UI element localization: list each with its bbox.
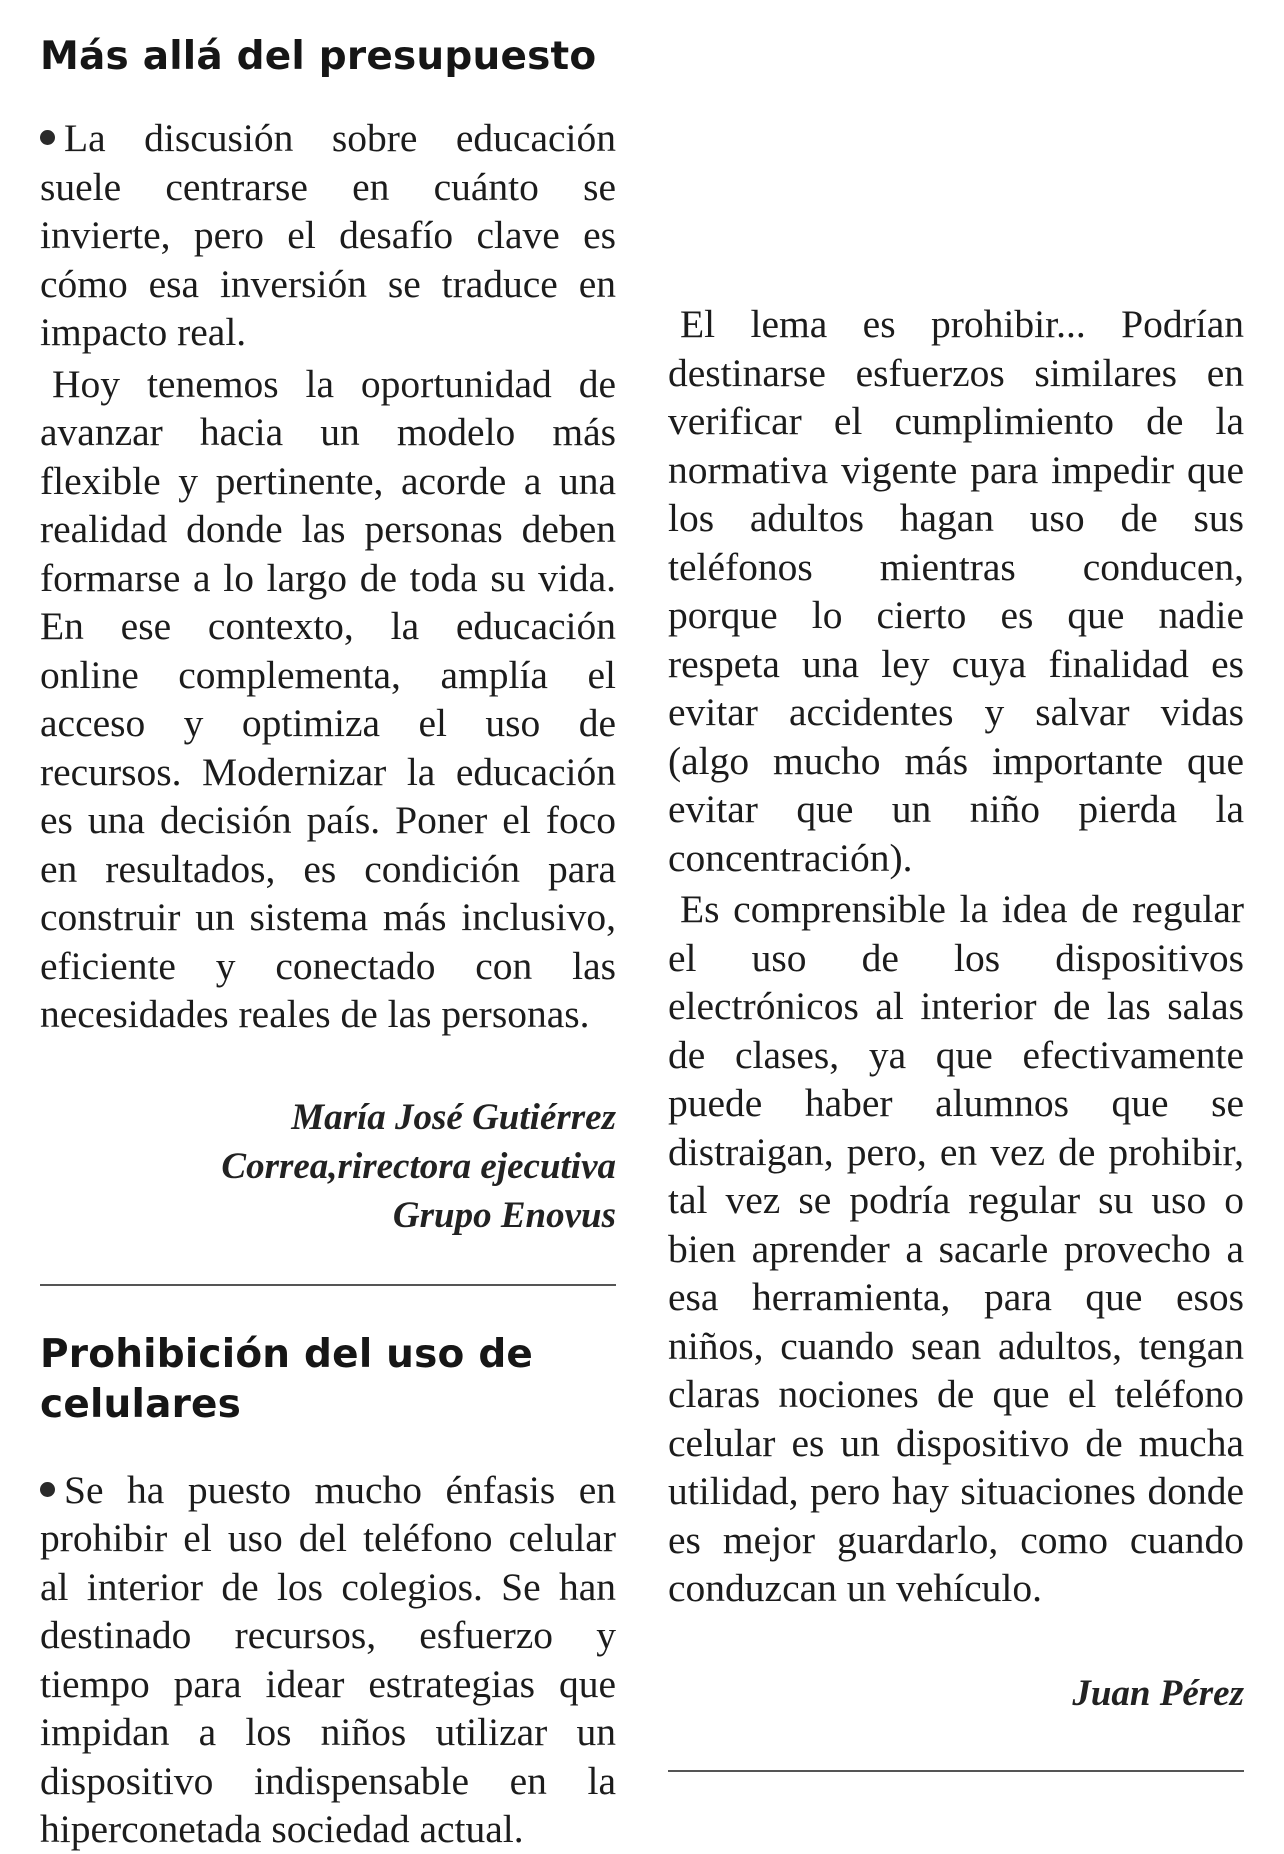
article-1-signature	[40, 1093, 616, 1240]
article-divider	[40, 1284, 616, 1286]
article-end-rule	[668, 1770, 1244, 1772]
signature-line-3: Grupo Enovus	[392, 1194, 616, 1236]
article-2-paragraph-2: El lema es prohibir... Podrían destinarse esfuerzos similares en verificar el cumplimiento de la normativa vigente para impedir que los adultos hagan uso de sus teléfonos mientras conducen, porque lo cierto es que nadie respeta una ley cuya finalidad es evitar accidentes y salvar vidas (algo mucho más importante que evitar que un niño pierda la concentración).	[668, 302, 1244, 880]
article-2-paragraph-3: Es comprensible la idea de regular el uso de los dispositivos electrónicos al interior de las salas de clases, ya que efectivamente puede haber alumnos que se distraigan, pero, en vez de prohibir, tal vez se podría regular su uso o bien aprender a sacarle provecho a esa herramienta, para que esos niños, cuando sean adultos, tengan claras nociones de que el teléfono celular es un dispositivo de mucha utilidad, pero hay situaciones donde es mejor guardarlo, como cuando conduzcan un vehículo.	[668, 887, 1244, 1610]
article-2-continuation	[668, 300, 1244, 1613]
signature-line-2: Correa,rirectora ejecutiva	[221, 1145, 616, 1187]
article-1-paragraph-2: Hoy tenemos la oportunidad de avanzar hacia un modelo más flexible y pertinente, acorde a una realidad donde las personas deben formarse a lo largo de toda su vida. En ese contexto, la educación online complementa, amplía el acceso y optimiza el uso de recursos. Modernizar la educación es una decisión país. Poner el foco en resultados, es condición para construir un sistema más inclusivo, eficiente y conectado con las necesidades reales de las personas.	[40, 361, 616, 1036]
article-2-signature: Juan Pérez	[1072, 1672, 1244, 1714]
signature-line-1: María José Gutiérrez	[291, 1096, 616, 1138]
article-1-title: Más allá del presupuesto	[40, 34, 597, 79]
article-1-paragraph-1: La discusión sobre educación suele centrarse en cuánto se invierte, pero el desafío clave es cómo esa inversión se traduce en impacto real.	[40, 116, 616, 354]
bullet-icon	[40, 130, 55, 145]
bullet-icon	[40, 1482, 55, 1497]
left-column	[40, 0, 616, 1854]
article-2-title: Prohibición del uso de celulares	[40, 1331, 534, 1427]
article-2-paragraph-1-start: Se ha puesto mucho énfasis en prohibir el uso del teléfono celular al interior de los colegios. Se han destinado recursos, esfuerzo y tiempo para idear estrategias que impidan a los niños utilizar un dispositivo indispensable en la hiperconetada sociedad actual.	[40, 1467, 616, 1851]
right-column	[668, 0, 1244, 1772]
